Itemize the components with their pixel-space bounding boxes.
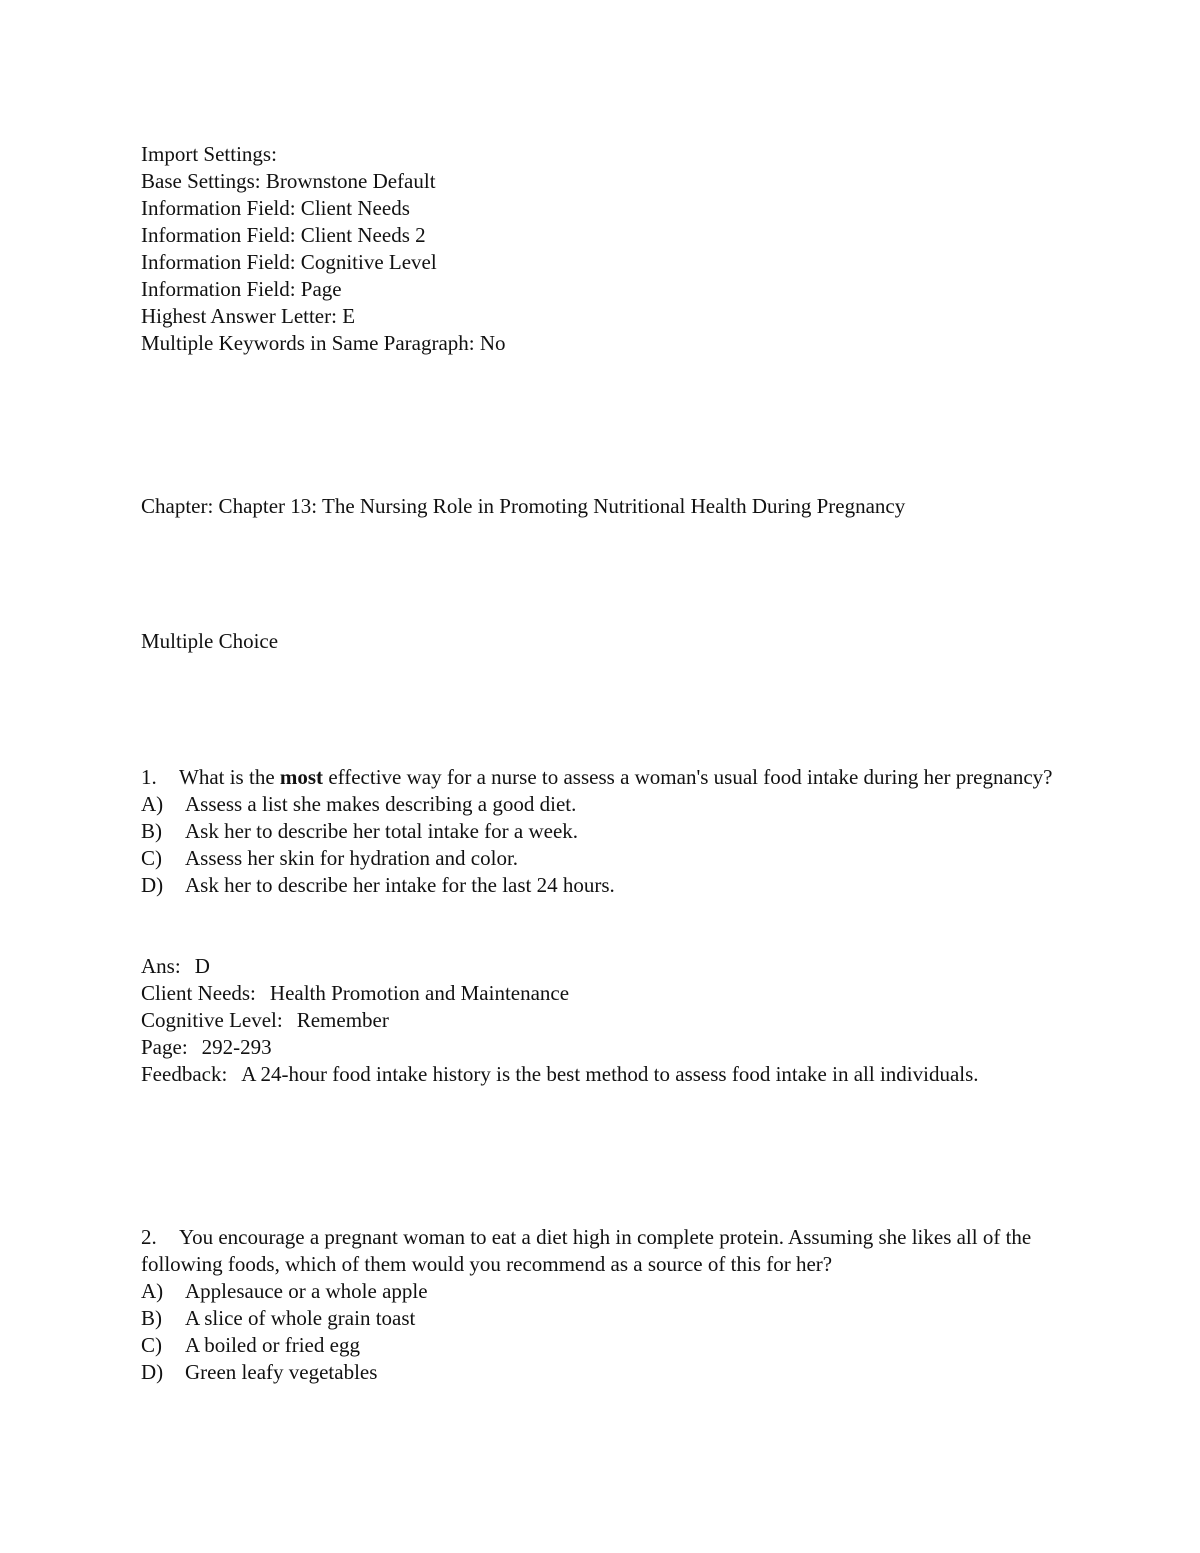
question-stem (141, 764, 1061, 791)
answer-option (141, 791, 1061, 818)
settings-line: Information Field: Page (141, 277, 342, 301)
section-title: Multiple Choice (141, 629, 279, 653)
option-text: Assess her skin for hydration and color. (185, 846, 519, 870)
option-text: A slice of whole grain toast (185, 1306, 416, 1330)
chapter-title: Chapter: Chapter 13: The Nursing Role in Promoting Nutritional Health During Pregnancy (141, 494, 906, 518)
option-text: Assess a list she makes describing a good diet. (185, 792, 577, 816)
answer-option (141, 1278, 1061, 1305)
question-1-answer-info (141, 953, 1061, 1088)
option-letter: C) (141, 1333, 162, 1357)
cognitive-level-label: Cognitive Level: (141, 1008, 283, 1032)
answer-option (141, 872, 1061, 899)
answer-option (141, 1332, 1061, 1359)
option-letter: A) (141, 1279, 164, 1303)
question-stem (141, 1224, 1061, 1278)
option-text: Applesauce or a whole apple (185, 1279, 428, 1303)
question-2 (141, 1224, 1061, 1386)
option-text: A boiled or fried egg (185, 1333, 360, 1357)
settings-line: Multiple Keywords in Same Paragraph: No (141, 331, 506, 355)
page-value: 292-293 (201, 1035, 272, 1059)
client-needs-line (141, 980, 1061, 1007)
answer-value: D (194, 954, 210, 978)
answer-label: Ans: (141, 954, 181, 978)
option-letter: B) (141, 819, 162, 843)
stem-text: You encourage a pregnant woman to eat a diet high in complete protein. Assuming she likes all of the following foods, which of them would you recommend as a source of this for her? (141, 1225, 1032, 1276)
stem-text: What is the (179, 765, 280, 789)
chapter-heading (141, 493, 1061, 520)
import-settings (141, 141, 1061, 357)
cognitive-level-line (141, 1007, 1061, 1034)
answer-option (141, 1305, 1061, 1332)
page-line (141, 1034, 1061, 1061)
question-number: 2. (141, 1225, 157, 1249)
option-text: Ask her to describe her intake for the last 24 hours. (185, 873, 615, 897)
feedback-label: Feedback: (141, 1062, 228, 1086)
stem-emphasis: most (279, 765, 324, 789)
settings-line: Highest Answer Letter: E (141, 304, 356, 328)
option-letter: D) (141, 873, 164, 897)
section-heading (141, 628, 1061, 655)
settings-line: Base Settings: Brownstone Default (141, 169, 436, 193)
option-text: Ask her to describe her total intake for a week. (185, 819, 579, 843)
settings-line: Information Field: Client Needs (141, 196, 410, 220)
feedback-text: A 24-hour food intake history is the best method to assess food intake in all individuals. (241, 1062, 979, 1086)
answer-option (141, 1359, 1061, 1386)
stem-text: effective way for a nurse to assess a woman's usual food intake during her pregnancy? (323, 765, 1053, 789)
question-number: 1. (141, 765, 157, 789)
question-1 (141, 764, 1061, 899)
option-letter: A) (141, 792, 164, 816)
answer-option (141, 818, 1061, 845)
option-letter: B) (141, 1306, 162, 1330)
option-letter: D) (141, 1360, 164, 1384)
feedback-line (141, 1061, 981, 1088)
settings-line: Information Field: Client Needs 2 (141, 223, 426, 247)
answer-line (141, 953, 1061, 980)
option-letter: C) (141, 846, 162, 870)
cognitive-level-value: Remember (296, 1008, 389, 1032)
page-label: Page: (141, 1035, 188, 1059)
answer-option (141, 845, 1061, 872)
settings-line: Import Settings: (141, 142, 277, 166)
option-text: Green leafy vegetables (185, 1360, 378, 1384)
client-needs-label: Client Needs: (141, 981, 256, 1005)
settings-line: Information Field: Cognitive Level (141, 250, 437, 274)
client-needs-value: Health Promotion and Maintenance (269, 981, 570, 1005)
